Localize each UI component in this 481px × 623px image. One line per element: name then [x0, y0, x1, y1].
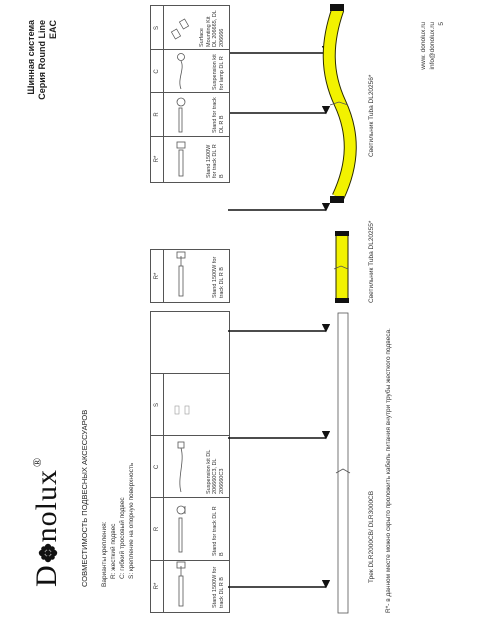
- surface-mount-drawing: [163, 374, 203, 436]
- footer-site[interactable]: www. donolux.ru: [420, 22, 427, 70]
- track-caption: Трек DLR2000CB/ DLR3000CB: [368, 490, 375, 583]
- footnote: R*- в данном месте можно скрыто проложить кабель питания внутри трубы жесткого подвеса.: [385, 328, 392, 613]
- rigid-stand-drawing: [163, 136, 203, 182]
- series-system: Шинная система: [26, 20, 36, 95]
- mount-option-s: S: крепление на опорную поверхность: [128, 462, 135, 579]
- stand-drawing: [163, 498, 203, 560]
- box-header: R*: [151, 560, 164, 612]
- tube-curved-caption: Светильник Tuba DL20256*: [368, 74, 375, 157]
- accessory-box-4: [150, 135, 230, 183]
- box-header-c: C: [151, 50, 164, 93]
- page-number: 5: [438, 22, 445, 26]
- accessory-box-3: [150, 249, 230, 303]
- footer-email[interactable]: info@donolux.ru: [429, 22, 436, 70]
- track-bar: [336, 303, 356, 623]
- eac-mark: EAC: [48, 20, 58, 40]
- box-label-c: Suspension kit for lamp DL R: [212, 54, 225, 90]
- rigid-stand-drawing: [163, 560, 203, 612]
- cable-suspension-drawing: [163, 436, 203, 498]
- box-header: R*: [151, 250, 164, 302]
- cable-suspension-drawing: [163, 50, 203, 93]
- connection-arrows: [228, 0, 338, 623]
- mount-option-c: C: гибкий тросовый подвес: [119, 497, 126, 579]
- box-header-s: S: [151, 374, 164, 436]
- box-label-r: Stand for track DL R B: [212, 506, 225, 556]
- brand-logo: [30, 457, 64, 587]
- tube-straight: [334, 223, 354, 303]
- box-label-s: Surface Mounting Kit DL 206665, DL 206666: [199, 10, 225, 47]
- doc-title: СОВМЕСТИМОСТЬ ПОДВЕСНЫХ АКСЕССУАРОВ: [80, 409, 89, 587]
- rigid-stand-drawing: [163, 250, 203, 302]
- brand-name: nolux: [30, 468, 63, 543]
- stand-drawing: [163, 93, 203, 136]
- box-header-r: R: [151, 498, 164, 560]
- box-label-c: Suspension kit DL 206660C3, DL 206660C3: [205, 449, 225, 494]
- box-label-r: Stand for track DL R B: [212, 97, 225, 133]
- tube-straight-caption: Светильник Tuba DL20255*: [368, 220, 375, 303]
- mount-option-r: R: жесткий подвес: [110, 523, 117, 579]
- series-name: Серия Round Line: [37, 20, 47, 100]
- box-label: Stand 1500W for track DL R B: [212, 566, 225, 608]
- flower-icon: [37, 542, 59, 564]
- box-label: Stand 1500W for track DL R B: [205, 144, 225, 178]
- registered-mark: ®: [30, 456, 44, 467]
- box-header: R*: [151, 136, 164, 182]
- surface-mount-drawing: [163, 6, 203, 50]
- box-label: Stand 1500W for track DL R B: [212, 256, 225, 298]
- accessory-box-5: [150, 5, 230, 137]
- brand-name-d: D: [30, 564, 63, 587]
- mount-options-heading: Варианты крепления:: [101, 521, 108, 587]
- tube-curved: [324, 3, 364, 203]
- accessory-box-2: [150, 311, 230, 561]
- box-header-r: R: [151, 93, 164, 136]
- box-header-s: S: [151, 6, 164, 50]
- box-header-c: C: [151, 436, 164, 498]
- accessory-box-1: [150, 559, 230, 613]
